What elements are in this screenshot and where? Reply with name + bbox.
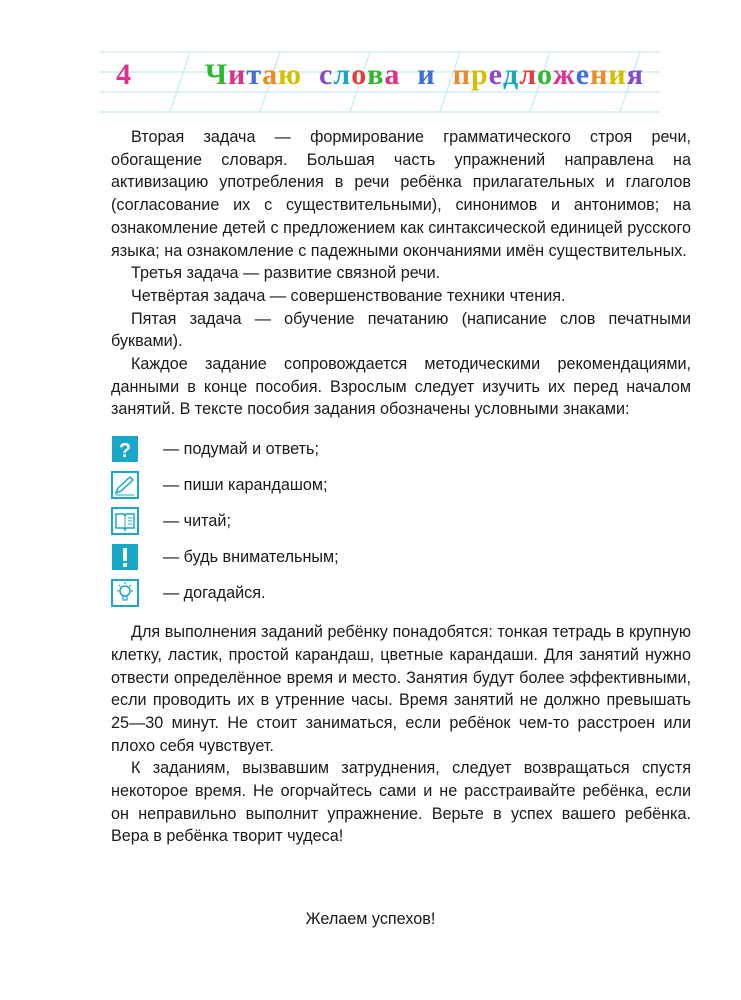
exclamation-icon [111, 543, 139, 571]
pencil-icon [111, 471, 139, 499]
paragraph: Пятая задача — обучение печатанию (написание слов печатными буквами). [111, 309, 691, 351]
paragraph: Третья задача — развитие связной речи. [131, 264, 441, 283]
legend-text: — пиши карандашом; [163, 475, 328, 494]
icon-legend [111, 435, 691, 607]
question-icon [111, 435, 139, 463]
paragraph: К заданиям, вызвавшим затруднения, следует возвращаться спустя некоторое время. Не огорчайтесь сами и не расстраивайте ребёнка, если он неправильно выполнит упражнение. Верьте в успех вашего ребёнка. Вера в ребёнка творит чудеса! [111, 759, 691, 846]
book-icon [111, 507, 139, 535]
lightbulb-icon [111, 579, 139, 607]
legend-item [111, 579, 691, 607]
legend-text: — подумай и ответь; [163, 439, 319, 458]
legend-item [111, 543, 691, 571]
paragraph: Вторая задача — формирование грамматического строя речи, обогащение словаря. Большая часть упражнений направлена на активизацию употребления в речи ребёнка прилагательных и глаголов (согласование их с существительными), синонимов и антонимов; на ознакомление детей с предложением как синтаксической единицей русского языка; на ознакомление с падежными окончаниями имён существительных. [111, 128, 691, 260]
svg-text:?: ? [118, 440, 132, 463]
paragraph: Каждое задание сопровождается методическими рекомендациями, данными в конце пособия. Взрослым следует изучить их перед началом занятий. В тексте пособия задания обозначены условными знаками: [111, 355, 691, 419]
legend-item [111, 435, 691, 463]
closing-wish: Желаем успехов! [305, 910, 436, 928]
paragraph: Четвёртая задача — совершенствование техники чтения. [131, 286, 566, 305]
legend-text: — будь внимательным; [163, 547, 339, 566]
page-number: 4 [116, 58, 131, 91]
main-text [111, 126, 691, 848]
page-title: Читаю слова и предложения [205, 58, 644, 91]
legend-item [111, 471, 691, 499]
legend-item [111, 507, 691, 535]
legend-text: — читай; [163, 511, 231, 530]
paragraph: Для выполнения заданий ребёнку понадобятся: тонкая тетрадь в крупную клетку, ластик, простой карандаш, цветные карандаши. Для занятий нужно отвести определённое время и место. Занятия будут более эффективными, если проводить их в утренние часы. Время занятий не должно превышать 25—30 минут. Не стоит заниматься, если ребёнок чем-то расстроен или плохо себя чувствует. [111, 623, 691, 755]
legend-text: — догадайся. [163, 583, 266, 602]
